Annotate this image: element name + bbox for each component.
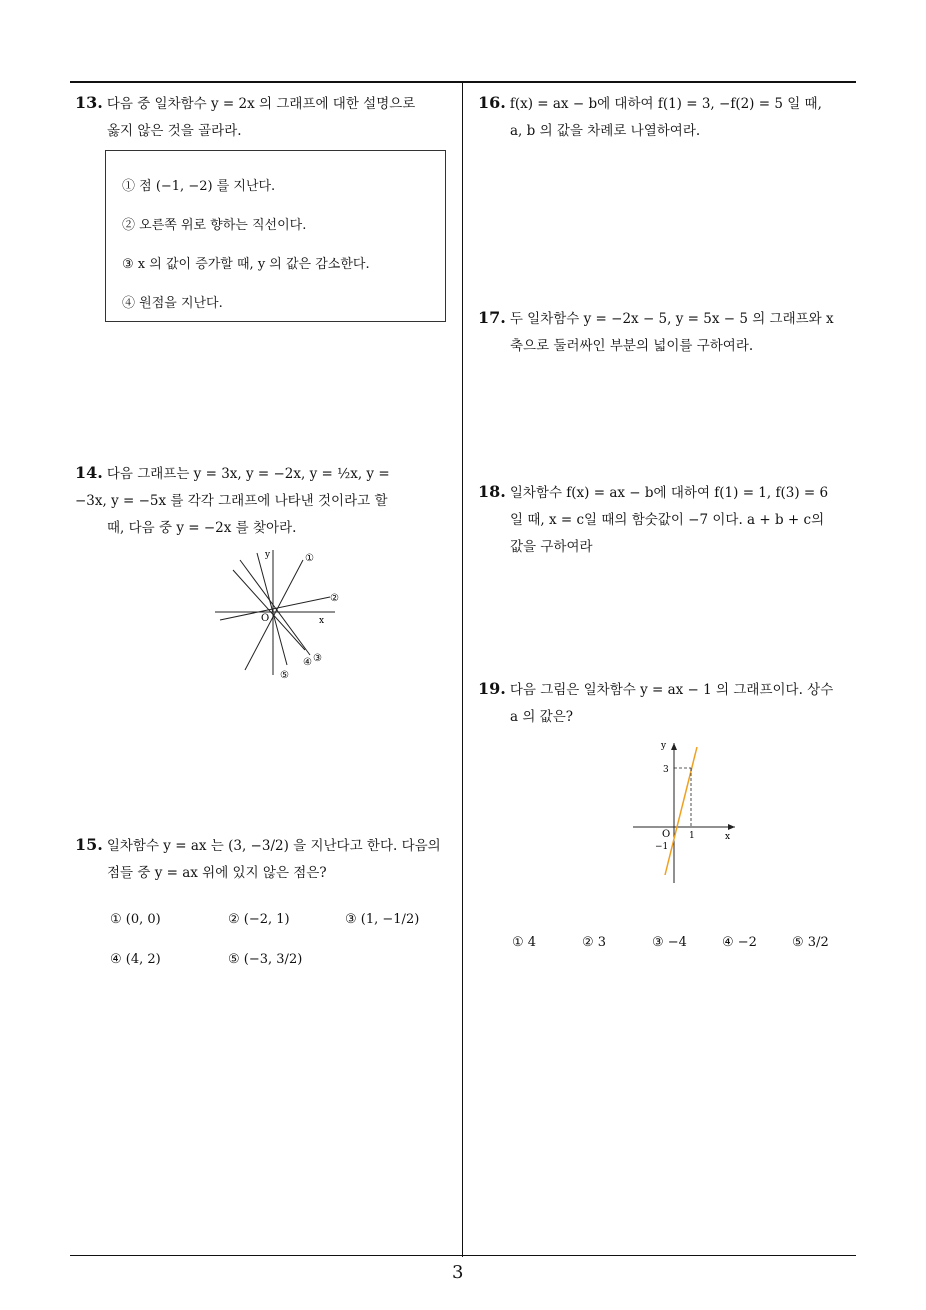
bottom-rule [70, 1255, 856, 1256]
choice-5[interactable]: ⑤ 3/2 [792, 935, 829, 950]
y-axis-label: y [661, 741, 667, 751]
question-16 [478, 89, 860, 145]
question-text: 옳지 않은 것을 골라라. [107, 123, 242, 139]
y-tick-minus1: −1 [655, 842, 669, 852]
choice-5[interactable]: ⑤ (−3, 3/2) [228, 952, 303, 967]
question-text: 축으로 둘러싸인 부분의 넓이를 구하여라. [510, 338, 754, 354]
choice-box [105, 150, 446, 322]
question-text: 때, 다음 중 y = −2x 를 찾아라. [107, 520, 297, 536]
question-text: −3x, y = −5x 를 각각 그래프에 나타낸 것이라고 할 [75, 493, 388, 509]
function-line [665, 747, 697, 875]
question-text: a 의 값은? [510, 709, 573, 725]
question-number: 19. [478, 679, 506, 698]
question-19 [478, 675, 860, 731]
origin-label: O [662, 829, 671, 840]
question-18 [478, 478, 860, 561]
question-15 [75, 831, 460, 887]
choice-3[interactable]: ③ −4 [652, 935, 687, 950]
question-number: 13. [75, 93, 103, 112]
choice-4[interactable]: ④ (4, 2) [110, 952, 161, 967]
question-text: 다음 중 일차함수 y = 2x 의 그래프에 대한 설명으로 [106, 96, 416, 112]
line-label-1: ① [305, 553, 314, 564]
question-number: 14. [75, 463, 103, 482]
choice-3[interactable]: ③ x 의 값이 증가할 때, y 의 값은 감소한다. [122, 257, 370, 272]
question-number: 17. [478, 308, 506, 327]
line-label-5: ⑤ [280, 670, 289, 681]
choice-1[interactable]: ① 4 [512, 935, 537, 950]
choice-4[interactable]: ④ −2 [722, 935, 757, 950]
lines-graph [205, 545, 345, 685]
function-graph [625, 735, 745, 885]
column-divider [462, 82, 463, 1257]
question-number: 18. [478, 482, 506, 501]
question-text: 일차함수 f(x) = ax − b에 대하여 f(1) = 1, f(3) = 6 [509, 485, 829, 501]
question-17 [478, 304, 860, 360]
y-axis-arrow [671, 743, 677, 750]
top-rule [70, 81, 856, 83]
line-label-2: ② [330, 593, 339, 604]
question-number: 15. [75, 835, 103, 854]
choice-2[interactable]: ② 3 [582, 935, 607, 950]
graph-line-4 [233, 570, 305, 650]
x-tick-1: 1 [689, 831, 695, 841]
question-14 [75, 459, 460, 542]
question-text: 다음 그림은 일차함수 y = ax − 1 의 그래프이다. 상수 [509, 682, 834, 698]
choice-1[interactable]: ① 점 (−1, −2) 를 지난다. [122, 179, 276, 194]
graph-line-3 [240, 560, 310, 655]
question-text: 값을 구하여라 [510, 539, 593, 555]
page-number: 3 [452, 1262, 464, 1283]
choice-2[interactable]: ② 오른쪽 위로 향하는 직선이다. [122, 218, 307, 233]
question-text: f(x) = ax − b에 대하여 f(1) = 3, −f(2) = 5 일 때, [509, 96, 822, 112]
line-label-3: ③ [313, 653, 322, 664]
question-text: 점들 중 y = ax 위에 있지 않은 점은? [107, 865, 327, 881]
choice-1[interactable]: ① (0, 0) [110, 912, 161, 927]
question-text: a, b 의 값을 차례로 나열하여라. [510, 123, 701, 139]
graph-line-5 [257, 553, 287, 665]
question-text: 두 일차함수 y = −2x − 5, y = 5x − 5 의 그래프와 x [509, 311, 834, 327]
question-13 [75, 89, 460, 145]
question-number: 16. [478, 93, 506, 112]
choice-2[interactable]: ② (−2, 1) [228, 912, 290, 927]
line-label-4: ④ [303, 657, 312, 668]
question-text: 다음 그래프는 y = 3x, y = −2x, y = ½x, y = [106, 466, 390, 482]
question-text: 일 때, x = c일 때의 함숫값이 −7 이다. a + b + c의 [510, 512, 825, 528]
choice-4[interactable]: ④ 원점을 지난다. [122, 296, 223, 311]
origin-label: O [261, 613, 270, 624]
y-tick-3: 3 [663, 765, 669, 775]
question-text: 일차함수 y = ax 는 (3, −3/2) 을 지난다고 한다. 다음의 [106, 838, 441, 854]
choice-3[interactable]: ③ (1, −1/2) [345, 912, 420, 927]
x-axis-arrow [728, 824, 735, 830]
x-axis-label: x [319, 616, 325, 626]
x-axis-label: x [725, 832, 731, 842]
y-axis-label: y [265, 550, 271, 560]
